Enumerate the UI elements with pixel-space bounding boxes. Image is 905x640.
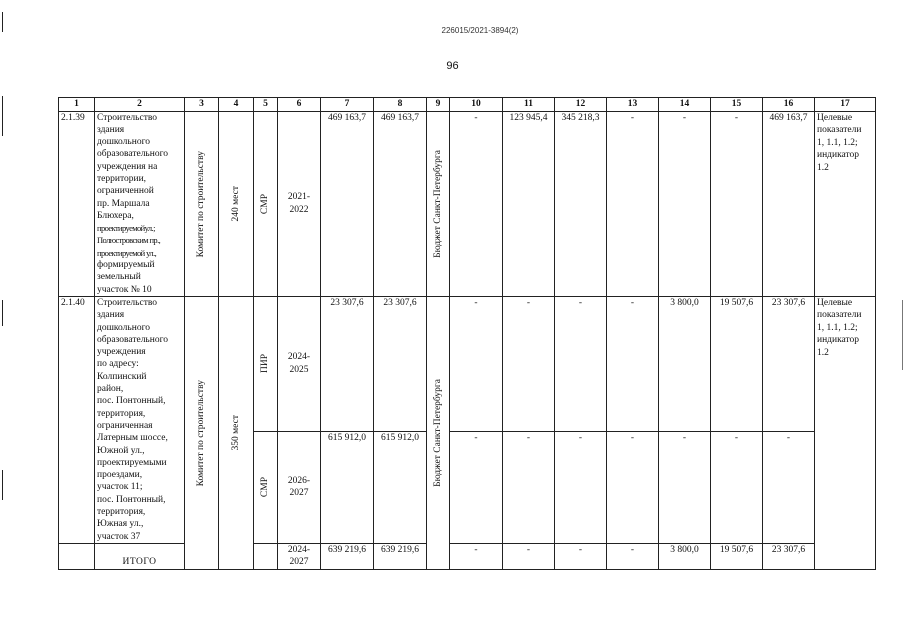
header-cell: 15 xyxy=(711,98,763,112)
value-cell: - xyxy=(607,296,659,431)
value-cell: - xyxy=(711,111,763,296)
value-cell: - xyxy=(450,111,503,296)
years-cell: 2021-2022 xyxy=(278,111,321,296)
total-row xyxy=(59,543,876,569)
scan-edge-mark xyxy=(2,470,3,500)
stage-cell: ПИР xyxy=(254,296,278,431)
scan-edge-mark xyxy=(902,300,903,370)
value-cell: 3 800,0 xyxy=(659,296,711,431)
value-cell: - xyxy=(659,431,711,543)
value-cell: 615 912,0 xyxy=(374,431,427,543)
value-cell: - xyxy=(555,543,607,569)
stage-cell: СМР xyxy=(254,431,278,543)
header-cell: 16 xyxy=(763,98,815,112)
header-cell: 4 xyxy=(219,98,254,112)
value-cell: 469 163,7 xyxy=(321,111,374,296)
header-cell: 7 xyxy=(321,98,374,112)
total-label: ИТОГО xyxy=(95,543,185,569)
indicators-cell: Целевые показатели 1, 1.1, 1.2; индикатор 1.2 xyxy=(815,296,876,569)
value-cell: 615 912,0 xyxy=(321,431,374,543)
header-cell: 9 xyxy=(427,98,450,112)
table-row xyxy=(59,111,876,296)
row-number: 2.1.39 xyxy=(59,111,95,296)
header-cell: 5 xyxy=(254,98,278,112)
value-cell: - xyxy=(763,431,815,543)
header-cell: 13 xyxy=(607,98,659,112)
value-cell: 345 218,3 xyxy=(555,111,607,296)
value-cell: - xyxy=(607,543,659,569)
value-cell: 23 307,6 xyxy=(321,296,374,431)
value-cell: 123 945,4 xyxy=(503,111,555,296)
value-cell: - xyxy=(607,431,659,543)
value-cell: - xyxy=(503,431,555,543)
header-cell: 12 xyxy=(555,98,607,112)
stage-cell: СМР xyxy=(254,111,278,296)
source-cell: Бюджет Санкт-Петербурга xyxy=(427,111,450,296)
value-cell: 19 507,6 xyxy=(711,543,763,569)
indicators-cell: Целевые показатели 1, 1.1, 1.2; индикатор 1.2 xyxy=(815,111,876,296)
value-cell: - xyxy=(659,111,711,296)
value-cell: - xyxy=(711,431,763,543)
object-description: Строительство здания дошкольного образовательного учреждения по адресу: Колпинский район, пос. Понтонный, территория, ограниченная Латерным шоссе, Южной ул., проектируемыми проездами, участок 11; пос. Понтонный, территория, Южная ул., участок 37 xyxy=(95,296,185,543)
value-cell: - xyxy=(607,111,659,296)
value-cell: - xyxy=(450,296,503,431)
years-cell: 2024-2027 xyxy=(278,543,321,569)
value-cell: 23 307,6 xyxy=(374,296,427,431)
value-cell: - xyxy=(555,431,607,543)
customer-cell: Комитет по строительству xyxy=(185,111,219,296)
object-description: Строительство здания дошкольного образовательного учреждения на территории, ограниченной пр. Маршала Блюхера, проектируемойул.; Полюстровским пр., проектируемой ул., формируемый земельный участок № 10 xyxy=(95,111,185,296)
header-cell: 2 xyxy=(95,98,185,112)
header-cell: 6 xyxy=(278,98,321,112)
header-cell: 1 xyxy=(59,98,95,112)
value-cell: 639 219,6 xyxy=(374,543,427,569)
value-cell: - xyxy=(503,543,555,569)
scan-edge-mark xyxy=(2,96,3,136)
capacity-cell: 240 мест xyxy=(219,111,254,296)
page-number: 96 xyxy=(446,60,459,72)
table-row xyxy=(59,296,876,431)
value-cell: - xyxy=(503,296,555,431)
total-spacer xyxy=(59,543,95,569)
header-cell: 11 xyxy=(503,98,555,112)
value-cell: 469 163,7 xyxy=(374,111,427,296)
value-cell: 3 800,0 xyxy=(659,543,711,569)
years-cell: 2024-2025 xyxy=(278,296,321,431)
header-cell: 10 xyxy=(450,98,503,112)
header-cell: 14 xyxy=(659,98,711,112)
total-spacer xyxy=(254,543,278,569)
document-id: 226015/2021-3894(2) xyxy=(441,26,519,35)
header-cell: 3 xyxy=(185,98,219,112)
scan-edge-mark xyxy=(2,300,3,326)
budget-table xyxy=(58,97,876,570)
header-cell: 17 xyxy=(815,98,876,112)
value-cell: 469 163,7 xyxy=(763,111,815,296)
header-cell: 8 xyxy=(374,98,427,112)
capacity-cell: 350 мест xyxy=(219,296,254,569)
value-cell: 639 219,6 xyxy=(321,543,374,569)
value-cell: - xyxy=(450,431,503,543)
value-cell: - xyxy=(450,543,503,569)
customer-cell: Комитет по строительству xyxy=(185,296,219,569)
years-cell: 2026-2027 xyxy=(278,431,321,543)
value-cell: 23 307,6 xyxy=(763,296,815,431)
row-number: 2.1.40 xyxy=(59,296,95,543)
value-cell: - xyxy=(555,296,607,431)
value-cell: 23 307,6 xyxy=(763,543,815,569)
source-cell: Бюджет Санкт-Петербурга xyxy=(427,296,450,569)
value-cell: 19 507,6 xyxy=(711,296,763,431)
header-row xyxy=(59,98,876,112)
